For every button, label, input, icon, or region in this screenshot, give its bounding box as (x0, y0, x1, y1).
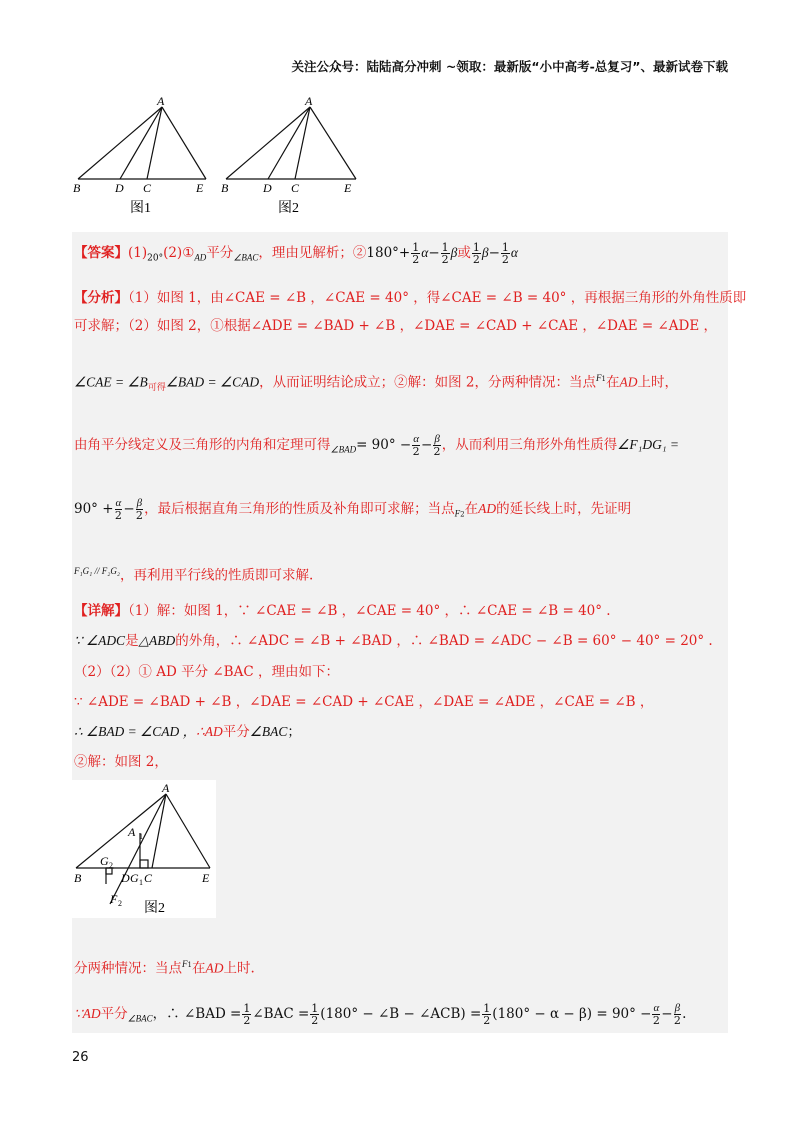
figure-2-detail (72, 780, 216, 918)
detail-line-2: ∵ ∠ADC是△ABD的外角，∴ ∠ADC = ∠B + ∠BAD ，∴ ∠BAD = ∠ADC − ∠B = 60° − 40° = 20° . (74, 633, 713, 649)
page-header: 关注公众号：陆陆高分冲刺 ~领取：最新版“小中高考-总复习”、最新试卷下载 (291, 59, 728, 74)
fig3-label-c: C (144, 871, 153, 885)
detail-tag: 【详解】 (74, 603, 128, 619)
fig3-label-a1: A (128, 825, 136, 839)
fig2-label-a: A (305, 94, 313, 108)
fig3-caption: 图2 (144, 901, 165, 916)
fig1-caption: 图1 (130, 201, 151, 216)
fig1-label-a: A (157, 94, 165, 108)
detail-line-3: （2）（2）① AD 平分 ∠BAC ，理由如下： (74, 664, 339, 680)
figure-2 (226, 107, 356, 179)
figure-1 (78, 107, 206, 179)
analysis-line-5: 90° + $\frac{\alpha}{2}$ − $\frac{\beta}{2}$ ，最后根据直角三角形的性质及补角即可求解；当点$_{F2}$在AD的延长线上时，先证明 (74, 497, 632, 522)
fig2-label-c: C (291, 181, 300, 195)
fig2-caption: 图2 (278, 201, 299, 216)
fig3-label-f2: F (110, 892, 118, 906)
analysis-tag: 【分析】 (74, 290, 128, 306)
detail-line-6: ②解：如图 2， (74, 754, 168, 770)
svg-text:2: 2 (118, 899, 122, 908)
answer-line: 【答案】$(1)_{20^\circ}(2)①_{AD}$平分$_{\angle BAC}$，理由见解析；②180°+ $\frac{1}{2}$ α− $\frac{1}{2}$ β或 $\frac{1}{2}$ β− $\frac{1}{2}$ α (74, 241, 519, 266)
page-number: 26 (72, 1050, 89, 1065)
answer-tag: 【答案】 (74, 245, 128, 261)
fig3-label-d: D (121, 871, 130, 885)
fig3-label-b: B (74, 871, 82, 885)
fig1-label-c: C (143, 181, 152, 195)
analysis-line-4: 由角平分线定义及三角形的内角和定理可得$_{\angle BAD}$= 90° − $\frac{\alpha}{2}$ − $\frac{\beta}{2}$ ，从而利用三角形外角性质得∠F₁DG₁ = (74, 433, 680, 458)
analysis-line-3: ∠CAE = $\angle B_{可得}\angle BAD$ = ∠CAD，从而证明结论成立；②解：如图 2，分两种情况：当点$^{F1}$在AD上时， (74, 373, 678, 394)
fig3-label-g1: G (130, 871, 139, 885)
fig2-label-e: E (344, 181, 352, 195)
analysis-line-1: 【分析】（1）如图 1，由∠CAE = ∠B ，∠CAE = 40° ，得∠CAE = ∠B = 40° ，再根据三角形的外角性质即 (74, 290, 747, 306)
fig3-label-e: E (202, 871, 210, 885)
fig2-label-d: D (263, 181, 272, 195)
detail-line-7: 分两种情况：当点$^{F1}$在AD上时. (74, 959, 255, 977)
svg-text:1: 1 (139, 878, 143, 887)
analysis-line-6: $^{F_1G_1 // F_2G_2}$，再利用平行线的性质即可求解. (74, 566, 314, 584)
detail-line-8: ∵AD平分$_{\angle BAC}$，∴ ∠BAD = $\frac{1}{2}$ ∠BAC = $\frac{1}{2}$ (180° − ∠B − ∠ACB) = $\frac{1}{2}$ (180° − α − β) = 90° − $\frac{\alpha}{2}$ − $\frac{\beta}{2}$ . (74, 1002, 687, 1027)
fig1-label-b: B (73, 181, 81, 195)
detail-line-1: 【详解】（1）解：如图 1，∵ ∠CAE = ∠B ，∠CAE = 40° ，∴ ∠CAE = ∠B = 40° . (74, 603, 611, 619)
fig1-label-d: D (115, 181, 124, 195)
fig3-label-a: A (162, 781, 170, 795)
fig1-label-e: E (196, 181, 204, 195)
detail-line-4: ∵ ∠ADE = ∠BAD + ∠B ，∠DAE = ∠CAD + ∠CAE ，∠DAE = ∠ADE ，∠CAE = ∠B ， (74, 694, 654, 710)
svg-text:2: 2 (109, 861, 113, 870)
analysis-line-2: 可求解；（2）如图 2，①根据∠ADE = ∠BAD + ∠B ，∠DAE = ∠CAD + ∠CAE ，∠DAE = ∠ADE ， (74, 318, 718, 334)
fig3-label-g2: G (100, 854, 109, 868)
triangle-figures (70, 92, 370, 222)
svg-text:1: 1 (139, 832, 143, 841)
detail-line-5: ∴ ∠BAD = ∠CAD ，∴AD平分∠BAC； (74, 724, 301, 740)
fig2-label-b: B (221, 181, 229, 195)
